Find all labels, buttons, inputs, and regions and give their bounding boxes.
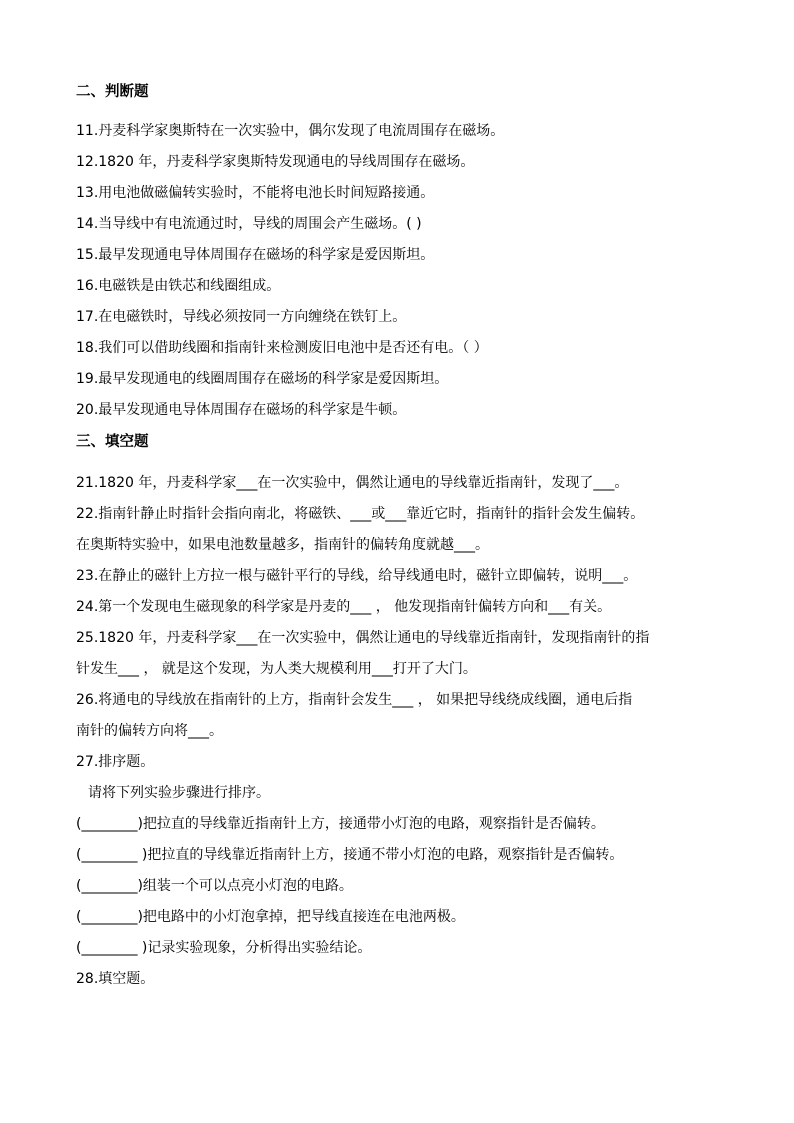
ordering-step: (________ )记录实验现象，分析得出实验结论。 xyxy=(76,940,372,956)
question-23: 23.在静止的磁针上方拉一根与磁针平行的导线，给导线通电时，磁针立即偏转，说明___。 xyxy=(76,568,638,584)
question-26-continued: 南针的偏转方向将___。 xyxy=(76,723,223,739)
ordering-step: (________)组装一个可以点亮小灯泡的电路。 xyxy=(76,878,353,894)
section-heading-judgment: 二、判断题 xyxy=(76,84,149,100)
question-22-continued: 在奥斯特实验中，如果电池数量越多，指南针的偏转角度就越___。 xyxy=(76,537,489,553)
question-11: 11.丹麦科学家奥斯特在一次实验中，偶尔发现了电流周围存在磁场。 xyxy=(76,123,505,139)
question-13: 13.用电池做磁偏转实验时，不能将电池长时间短路接通。 xyxy=(76,185,435,201)
question-27: 27.排序题。 xyxy=(76,754,155,770)
ordering-step: (________)把拉直的导线靠近指南针上方，接通带小灯泡的电路，观察指针是否偏转。 xyxy=(76,816,605,832)
ordering-step: (________ )把拉直的导线靠近指南针上方，接通不带小灯泡的电路，观察指针是否偏转。 xyxy=(76,847,624,863)
question-12: 12.1820 年，丹麦科学家奥斯特发现通电的导线周围存在磁场。 xyxy=(76,154,475,170)
question-27-instruction: 请将下列实验步骤进行排序。 xyxy=(88,785,270,801)
question-17: 17.在电磁铁时，导线必须按同一方向缠绕在铁钉上。 xyxy=(76,309,407,325)
question-22: 22.指南针静止时指针会指向南北，将磁铁、___或___靠近它时，指南针的指针会发生偏转。 xyxy=(76,506,645,522)
question-18: 18.我们可以借助线圈和指南针来检测废旧电池中是否还有电。（ ） xyxy=(76,340,488,356)
ordering-step: (________)把电路中的小灯泡拿掉，把导线直接连在电池两极。 xyxy=(76,909,465,925)
question-16: 16.电磁铁是由铁芯和线圈组成。 xyxy=(76,278,281,294)
question-20: 20.最早发现通电导体周围存在磁场的科学家是牛顿。 xyxy=(76,402,407,418)
question-19: 19.最早发现通电的线圈周围存在磁场的科学家是爱因斯坦。 xyxy=(76,371,449,387)
question-21: 21.1820 年，丹麦科学家___在一次实验中，偶然让通电的导线靠近指南针，发现了___。 xyxy=(76,475,629,491)
section-heading-fill-in: 三、填空题 xyxy=(76,434,149,450)
question-28: 28.填空题。 xyxy=(76,971,155,987)
question-25: 25.1820 年，丹麦科学家___在一次实验中，偶然让通电的导线靠近指南针，发现指南针的指 xyxy=(76,630,650,646)
question-14: 14.当导线中有电流通过时，导线的周围会产生磁场。( ) xyxy=(76,216,422,232)
question-15: 15.最早发现通电导体周围存在磁场的科学家是爱因斯坦。 xyxy=(76,247,435,263)
worksheet-page xyxy=(76,78,736,995)
question-24: 24.第一个发现电生磁现象的科学家是丹麦的___ ， 他发现指南针偏转方向和___有关。 xyxy=(76,599,612,615)
question-26: 26.将通电的导线放在指南针的上方，指南针会发生___ ， 如果把导线绕成线圈，通电后指 xyxy=(76,692,633,708)
question-25-continued: 针发生___ ， 就是这个发现，为人类大规模利用___打开了大门。 xyxy=(76,661,477,677)
